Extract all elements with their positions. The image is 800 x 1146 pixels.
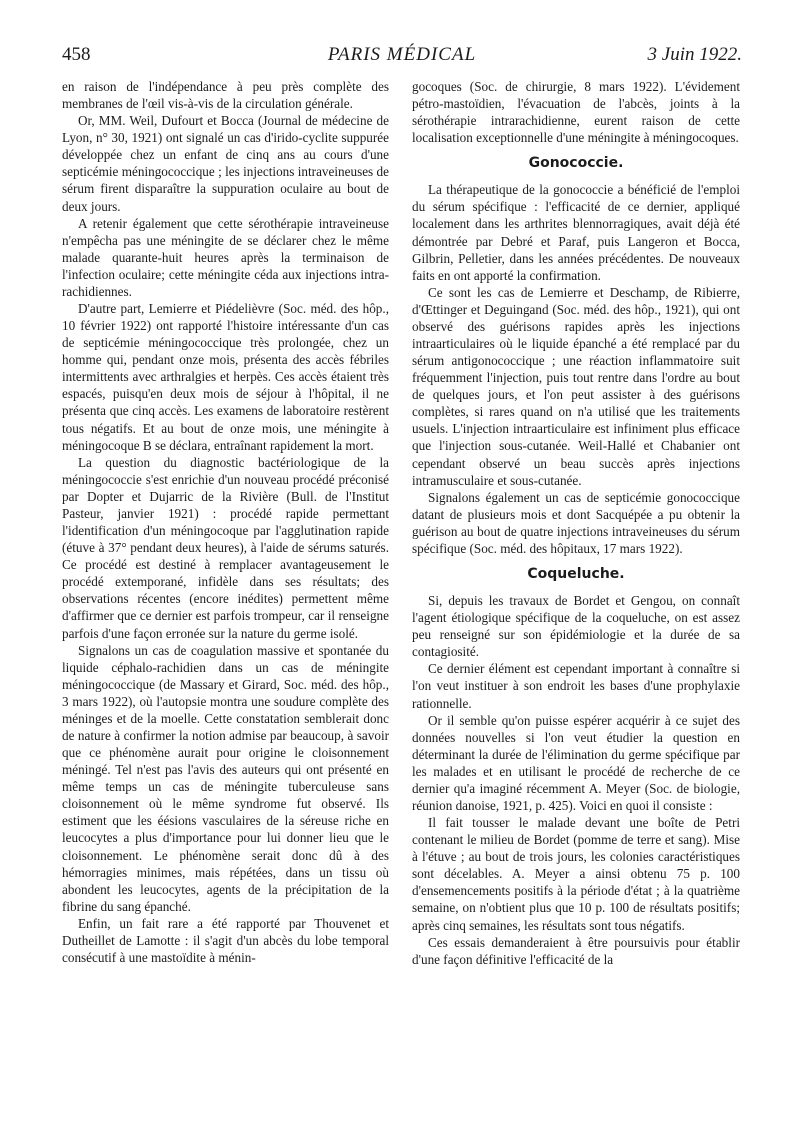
paragraph: en raison de l'indépendance à peu près complète des membranes de l'œil vis-à-vis de la circulation générale. — [62, 79, 389, 112]
paragraph: Ce sont les cas de Lemierre et Deschamp, de Ribierre, d'Œttinger et Deguingand (Soc. méd. des hôp., 1921), qui ont observé des guérisons rapides après les injections intraarticulaires où le liquide épanché a été remplacé par du sérum antigonococcique ; une réaction inflammatoire suit fréquemment l'injection, puis tout rentre dans l'ordre au bout de quelques jours, et l'on peut assister à des guérisons complètes, si rares quand on n'a utilisé que les traitements usuels. L'injection intraarticulaire est infiniment plus efficace que l'injection sous-cutanée. Weil-Hallé et Chabanier ont cependant observé un beau succès après injections intramusculaire et sous-cutanée. — [412, 284, 740, 488]
paragraph: Or, MM. Weil, Dufourt et Bocca (Journal de médecine de Lyon, n° 30, 1921) ont signalé un cas d'irido-cyclite suppurée développée chez un enfant de cinq ans au cours d'une septicémie méningococcique ; les injections intraveineuses de sérum firent disparaître la suppuration oculaire au bout de deux jours. — [62, 113, 389, 214]
paragraph: La question du diagnostic bactériologique de la méningococcie s'est enrichie d'un nouveau procédé préconisé par Dopter et Dujarric de la Rivière (Bull. de l'Institut Pasteur, janvier 1921) : procédé rapide permettant l'identification d'un méningocoque par l'agglutination rapide (étuve à 37° pendant deux heures), à l'aide de sérums saturés. Ce procédé est destiné à remplacer avantageusement le procédé extemporané, infidèle dans ses résultats; des observations récentes (encore inédites) permettent même d'affirmer que ce dernier est parfois trompeur, car il renseigne parfois d'une façon erronée sur la nature du germe isolé. — [62, 454, 389, 641]
paragraph: Ce dernier élément est cependant important à connaître si l'on veut instituer à son endroit les bases d'une prophylaxie rationnelle. — [412, 661, 740, 711]
right-column — [412, 78, 740, 968]
journal-title: PARIS MÉDICAL — [327, 44, 477, 65]
paragraph: gocoques (Soc. de chirurgie, 8 mars 1922). L'évidement pétro-mastoïdien, l'évacuation de l'abcès, joints à la sérothérapie intrarachidienne, eurent raison de cette localisation exceptionnelle d'une méningite à méningocoques. — [412, 79, 740, 146]
page-number: 458 — [62, 44, 91, 65]
paragraph: Si, depuis les travaux de Bordet et Gengou, on connaît l'agent étiologique spécifique de la coqueluche, on est assez peu renseigné sur son épidémiologie et la durée de sa contagiosité. — [412, 593, 740, 660]
paragraph: Signalons également un cas de septicémie gonococcique datant de plusieurs mois et dont Sacquépée a pu obtenir la guérison au bout de quatre injections intraveineuses du sérum spécifique (Soc. méd. des hôpitaux, 17 mars 1922). — [412, 489, 740, 556]
left-column — [62, 78, 389, 966]
section-heading-coqueluche: Coqueluche. — [527, 566, 625, 583]
paragraph: A retenir également que cette sérothérapie intraveineuse n'empêcha pas une méningite de se déclarer chez le même malade quarante-huit heures après la terminaison de l'infection oculaire; cette méningite céda aux injections intra-rachidiennes. — [62, 215, 389, 299]
paragraph: Ces essais demanderaient à être poursuivis pour établir d'une façon définitive l'efficacité de la — [412, 934, 740, 967]
section-heading-gonococcie: Gonococcie. — [528, 155, 624, 172]
page-header — [62, 44, 742, 70]
paragraph: D'autre part, Lemierre et Piédelièvre (Soc. méd. des hôp., 10 février 1922) ont rapporté l'histoire intéressante d'un cas de septicémie méningococcique très prolongée, chez un homme qui, pendant onze mois, présenta des accès fébriles intermittents avec arthralgies et herpès. Ces accès étaient très espacés, puisqu'en deux mois de séjour à l'hôpital, il ne présenta que cinq accès. Les examens de laboratoire restèrent tous négatifs. Et au bout de onze mois, une méningite à méningocoque B se déclara, entraînant rapidement la mort. — [62, 301, 389, 453]
issue-date: 3 Juin 1922. — [647, 44, 742, 65]
paragraph: La thérapeutique de la gonococcie a bénéficié de l'emploi du sérum spécifique : l'efficacité de ce dernier, appliqué localement dans les arthrites blennorragiques, avait déjà été démontrée par Debré et Paraf, puis Langeron et Bocca, Gilbrin, Pelletier, dans les années précédentes. De nouveaux faits en ont apporté la confirmation. — [412, 182, 740, 283]
paragraph: Enfin, un fait rare a été rapporté par Thouvenet et Dutheillet de Lamotte : il s'agit d'un abcès du lobe temporal consécutif à une mastoïdite à ménin- — [62, 915, 389, 965]
paragraph: Or il semble qu'on puisse espérer acquérir à ce sujet des données nouvelles si l'on veut étudier la question en déterminant la durée de l'élimination du germe spécifique par les malades et en utilisant le procédé de recherche de ce dernier qu'a imaginé récemment A. Meyer (Soc. de biologie, réunion danoise, 1921, p. 425). Voici en quoi il consiste : — [412, 712, 740, 813]
paragraph: Il fait tousser le malade devant une boîte de Petri contenant le milieu de Bordet (pomme de terre et sang). Mise à l'étuve ; au bout de trois jours, les colonies caractéristiques sont décelables. A. Meyer a ainsi obtenu 75 p. 100 d'ensemencements positifs à la période d'état ; à la quatrième semaine, on n'obtient plus que 10 p. 100 de résultats positifs; après cinq semaines, les résultats sont tous négatifs. — [412, 815, 740, 933]
paragraph: Signalons un cas de coagulation massive et spontanée du liquide céphalo-rachidien dans un cas de méningite méningococcique (de Massary et Girard, Soc. méd. des hôp., 3 mars 1922), où l'autopsie montra une soudure complète des méninges et de la moelle. Cette constatation semblerait donc de nature à confirmer la notion admise par beaucoup, à savoir que ce phénomène aurait pour origine le cloisonnement méningé. Tel n'est pas l'avis des auteurs qui ont présenté en même temps un cas de méningite tuberculeuse sans cloisonnement où le même syndrome fut observé. Ils estiment que les éésions vasculaires de la séreuse riche en leucocytes a plus d'importance pour lui donner lieu que le cloisonnement. Le phénomène serait donc dû à des hémorragies minimes, mais répétées, dans un tissu où abondent les leucocytes, agents de la précipitation de la fibrine du sang épanché. — [62, 642, 389, 914]
